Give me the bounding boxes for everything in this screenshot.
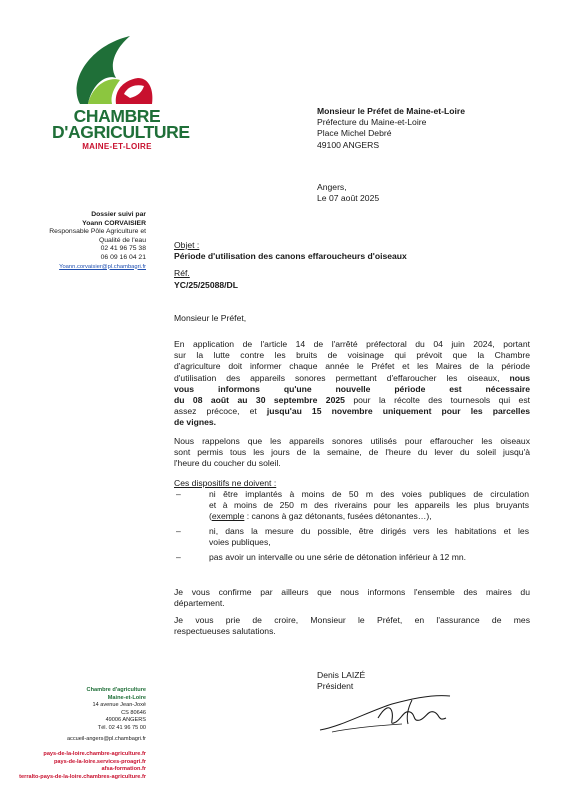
- recipient-block: [317, 106, 557, 151]
- bullet-1-rest: : canons à gaz détonants, fusées détonantes…),: [244, 511, 432, 522]
- footer-addr-3: 49006 ANGERS: [105, 717, 146, 724]
- p1-bold-dates: du 08 août au 30 septembre 2025: [174, 395, 345, 406]
- p3-line-1: Je vous confirme par ailleurs que nous informons l'ensemble des maires du: [174, 587, 530, 597]
- dossier-name: Yoann CORVAISIER: [82, 219, 146, 227]
- logo-line3: MAINE-ET-LOIRE: [82, 142, 152, 151]
- p2-line: Nous rappelons que les appareils sonores utilisés pour effaroucher les oiseaux: [174, 436, 530, 446]
- bullet-2-line-2: voies publiques,: [209, 537, 271, 548]
- salutation: Monsieur le Préfet,: [174, 313, 247, 323]
- paragraph-4: [174, 615, 530, 637]
- date: Le 07 août 2025: [317, 193, 380, 204]
- footer-org-2: Maine-et-Loire: [107, 694, 146, 701]
- dossier-email-link[interactable]: Yoann.corvaisier@pl.chambagri.fr: [59, 263, 146, 270]
- p1-line: [174, 373, 530, 384]
- footer-link-2[interactable]: pays-de-la-loire.services-proagri.fr: [53, 758, 146, 765]
- object-text: Période d'utilisation des canons effaroucheurs d'oiseaux: [174, 251, 407, 262]
- footer-link-3[interactable]: afsa-formation.fr: [101, 766, 146, 773]
- p4-line-1: Je vous prie de croire, Monsieur le Préfet, en l'assurance de mes: [174, 615, 530, 625]
- recipient-street: Place Michel Debré: [317, 128, 392, 139]
- p1-line: [174, 406, 530, 417]
- object-block: [174, 240, 544, 291]
- dossier-role-1: Responsable Pôle Agriculture et: [49, 228, 146, 236]
- signatory-name: Denis LAIZÉ: [317, 670, 366, 680]
- bullet-2: [209, 526, 529, 548]
- handwritten-signature: [312, 682, 462, 742]
- p1-line: d'agriculture doit informer chaque année le Préfet et les Maires de la période: [174, 361, 530, 372]
- p4-line-2: respectueuses salutations.: [174, 626, 276, 637]
- p1-line: [174, 395, 530, 406]
- p1-line: En application de l'article 14 de l'arrêté préfectoral du 04 juin 2024, portant: [174, 339, 530, 349]
- p1-bold-vignes: jusqu'au 15 novembre uniquement pour les parcelles: [266, 406, 531, 417]
- bullet-2-line-1: ni, dans la mesure du possible, être dirigés vers les habitations et les: [209, 526, 529, 536]
- bullet-1-mark: –: [176, 489, 181, 499]
- p2-line: sont permis tous les jours de la semaine, de l'heure du lever du soleil jusqu'à: [174, 447, 530, 458]
- p1-line-text: d'utilisation des appareils sonores permettant d'effaroucher les oiseaux,: [174, 372, 500, 383]
- dossier-label: Dossier suivi par: [91, 211, 146, 218]
- logo-mark-icon: [58, 34, 176, 106]
- signatory-role: Président: [317, 681, 354, 692]
- paragraph-2: [174, 436, 530, 470]
- object-label: Objet :: [174, 240, 200, 250]
- p1-bold-line: vous informons qu'une nouvelle période est nécessaire: [174, 383, 530, 394]
- p1-mid: pour la récolte des tournesols qui est: [353, 395, 530, 406]
- footer-contact: [10, 687, 146, 782]
- dossier-phone-2: 06 09 16 04 21: [100, 253, 146, 261]
- footer-link-4[interactable]: terralto-pays-de-la-loire.chambres-agriculture.fr: [19, 773, 146, 780]
- dossier-phone-1: 02 41 96 75 38: [100, 245, 146, 253]
- bullet-1-line-3: [209, 511, 529, 522]
- footer-addr-2: CS 80646: [121, 709, 146, 716]
- bullet-3: pas avoir un intervalle ou une série de détonation inférieur à 12 mn.: [209, 552, 467, 562]
- paragraph-3: [174, 587, 530, 609]
- bullet-3-mark: –: [176, 552, 181, 562]
- recipient-title: Monsieur le Préfet de Maine-et-Loire: [317, 106, 466, 116]
- p1-line: sur la lutte contre les bruits de voisinage qui prévoit que la Chambre: [174, 350, 530, 361]
- bullet-1-line-2: et à moins de 250 m des riverains pour les appareils les plus bruyants: [209, 500, 529, 511]
- place: Angers,: [317, 182, 347, 192]
- chambre-agriculture-logo: [52, 34, 190, 164]
- devices-title: Ces dispositifs ne doivent :: [174, 478, 277, 488]
- p1-bold-end: de vignes.: [174, 417, 217, 428]
- ref-label: Réf.: [174, 268, 190, 279]
- p1-bold-nous: nous: [509, 372, 530, 383]
- ref-value: YC/25/25088/DL: [174, 279, 239, 290]
- logo-line1: CHAMBRE: [73, 106, 161, 126]
- footer-link-1[interactable]: pays-de-la-loire.chambre-agriculture.fr: [43, 751, 146, 758]
- place-date: [317, 182, 517, 204]
- footer-org-1: Chambre d'agriculture: [86, 687, 146, 693]
- p2-line: l'heure du coucher du soleil.: [174, 458, 281, 469]
- footer-addr-1: 14 avenue Jean-Joxé: [92, 702, 146, 709]
- footer-tel: Tél. 02 41 96 75 00: [97, 724, 146, 731]
- logo-line2: D'AGRICULTURE: [52, 122, 190, 142]
- bullet-1-example: exemple: [211, 511, 245, 522]
- p3-line-2: département.: [174, 598, 225, 609]
- recipient-org: Préfecture du Maine-et-Loire: [317, 117, 427, 128]
- bullet-1-paren: (: [209, 511, 212, 522]
- recipient-city: 49100 ANGERS: [317, 139, 380, 150]
- bullet-1: [209, 489, 529, 523]
- dossier-role-2: Qualité de l'eau: [98, 236, 146, 244]
- paragraph-1: [174, 339, 530, 429]
- bullet-2-mark: –: [176, 526, 181, 536]
- bullet-1-line-1: ni être implantés à moins de 50 m des voies publiques de circulation: [209, 489, 529, 499]
- dossier-sidebar: [10, 211, 146, 271]
- p1-mid2: assez précoce, et: [174, 406, 257, 417]
- footer-email[interactable]: accueil-angers@pl.chambagri.fr: [66, 735, 146, 742]
